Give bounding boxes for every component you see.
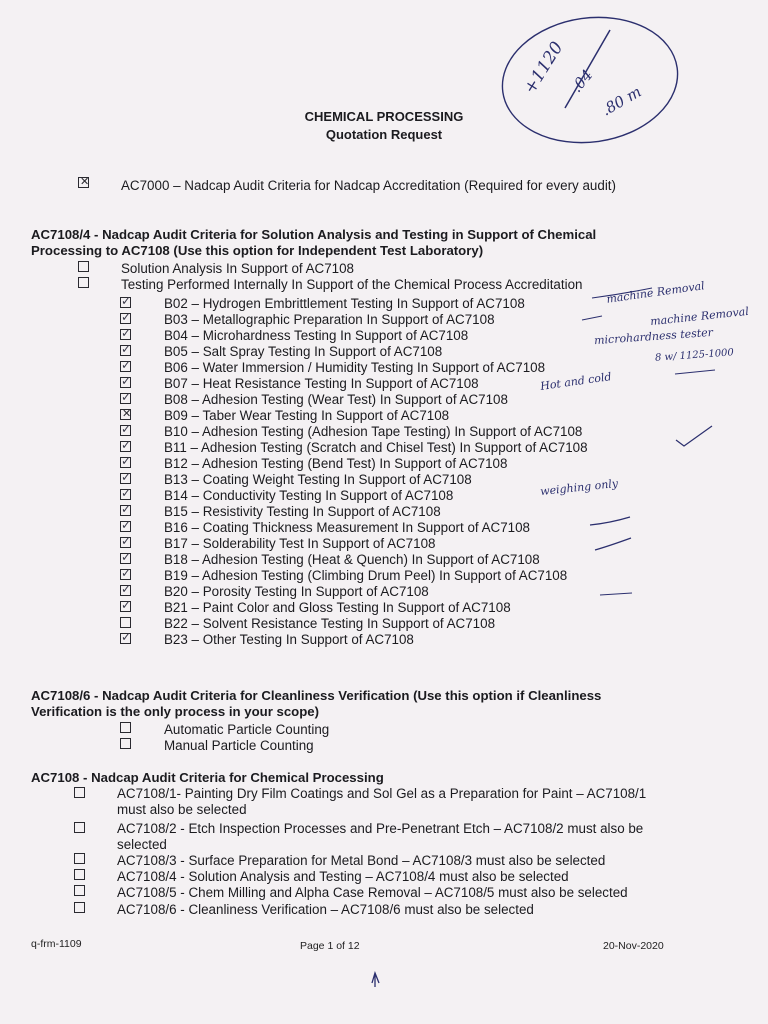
- ac7108-1-label-cont: must also be selected: [117, 802, 247, 817]
- test-checkbox-b13[interactable]: ✓: [121, 470, 132, 484]
- handwritten-number-3: .80 m: [598, 82, 645, 120]
- testing-internal-label: Testing Performed Internally In Support of the Chemical Process Accreditation: [121, 277, 583, 292]
- test-checkbox-b10[interactable]: ✓: [121, 422, 132, 436]
- handwritten-check-b17: [595, 538, 631, 550]
- handwritten-note-5: Hot and cold: [539, 370, 613, 393]
- test-label-b04: B04 – Microhardness Testing In Support of AC7108: [164, 328, 469, 343]
- auto-particle-label: Automatic Particle Counting: [164, 722, 330, 737]
- test-label-b10: B10 – Adhesion Testing (Adhesion Tape Testing) In Support of AC7108: [164, 424, 583, 439]
- test-checkbox-b03[interactable]: ✓: [121, 310, 132, 324]
- ac7108-6-label: AC7108/6 - Cleanliness Verification – AC7108/6 must also be selected: [117, 902, 534, 917]
- ac7108-5-label: AC7108/5 - Chem Milling and Alpha Case Removal – AC7108/5 must also be selected: [117, 885, 628, 900]
- test-label-b06: B06 – Water Immersion / Humidity Testing In Support of AC7108: [164, 360, 546, 375]
- test-label-b19: B19 – Adhesion Testing (Climbing Drum Peel) In Support of AC7108: [164, 568, 568, 583]
- ac7108-2-label-cont: selected: [117, 837, 167, 852]
- test-label-b20: B20 – Porosity Testing In Support of AC7108: [164, 584, 429, 599]
- footer-page-number: Page 1 of 12: [300, 940, 360, 952]
- test-label-b23: B23 – Other Testing In Support of AC7108: [164, 632, 414, 647]
- handwritten-fraction-line: [565, 30, 610, 108]
- test-label-b17: B17 – Solderability Test In Support of AC7108: [164, 536, 436, 551]
- handwritten-check-b10: [676, 426, 712, 446]
- test-label-b15: B15 – Resistivity Testing In Support of AC7108: [164, 504, 441, 519]
- handwritten-number-1: +1120: [520, 38, 568, 98]
- footer-form-id: q-frm-1109: [31, 938, 82, 950]
- sec7108-heading: AC7108 - Nadcap Audit Criteria for Chemical Processing: [31, 770, 384, 785]
- handwritten-note-6: weighing only: [539, 476, 619, 499]
- handwritten-dash-3: [675, 370, 715, 374]
- test-label-b14: B14 – Conductivity Testing In Support of AC7108: [164, 488, 454, 503]
- sec4-heading-1: AC7108/4 - Nadcap Audit Criteria for Solution Analysis and Testing in Support of Chemical: [31, 227, 597, 242]
- sec6-heading-1: AC7108/6 - Nadcap Audit Criteria for Cleanliness Verification (Use this option if Cleanliness: [31, 688, 602, 703]
- ac7108-3-label: AC7108/3 - Surface Preparation for Metal Bond – AC7108/3 must also be selected: [117, 853, 606, 868]
- test-label-b13: B13 – Coating Weight Testing In Support of AC7108: [164, 472, 472, 487]
- handwritten-note-1: machine Removal: [605, 279, 706, 306]
- handwritten-dash-b20: [600, 593, 632, 595]
- page-subtitle: Quotation Request: [325, 127, 443, 142]
- test-checkbox-b11[interactable]: ✓: [121, 438, 132, 452]
- test-checkbox-b23[interactable]: ✓: [121, 630, 132, 644]
- test-checkbox-b15[interactable]: ✓: [121, 502, 132, 516]
- test-label-b12: B12 – Adhesion Testing (Bend Test) In Support of AC7108: [164, 456, 508, 471]
- handwritten-check-b16: [590, 517, 630, 525]
- test-checkbox-b02[interactable]: ✓: [121, 294, 132, 308]
- handwritten-dash-2: [582, 316, 602, 320]
- handwritten-note-2: machine Removal: [649, 304, 750, 329]
- test-label-b09: B09 – Taber Wear Testing In Support of AC7108: [164, 408, 450, 423]
- ac7000-checkbox[interactable]: ✕: [80, 176, 90, 188]
- test-label-b21: B21 – Paint Color and Gloss Testing In Support of AC7108: [164, 600, 511, 615]
- ac7108-1-label: AC7108/1- Painting Dry Film Coatings and Sol Gel as a Preparation for Paint – AC7108/1: [117, 786, 647, 801]
- page-title: CHEMICAL PROCESSING: [304, 109, 464, 124]
- test-checkbox-b21[interactable]: ✓: [121, 598, 132, 612]
- ac7108-4-label: AC7108/4 - Solution Analysis and Testing – AC7108/4 must also be selected: [117, 869, 569, 884]
- test-checkbox-b16[interactable]: ✓: [121, 518, 132, 532]
- test-checkbox-b12[interactable]: ✓: [121, 454, 132, 468]
- test-checkbox-b18[interactable]: ✓: [121, 550, 132, 564]
- test-checkbox-b09[interactable]: ✕: [122, 408, 132, 420]
- test-label-b08: B08 – Adhesion Testing (Wear Test) In Support of AC7108: [164, 392, 508, 407]
- ac7108-2-label: AC7108/2 - Etch Inspection Processes and Pre-Penetrant Etch – AC7108/2 must also be: [117, 821, 644, 836]
- test-label-b18: B18 – Adhesion Testing (Heat & Quench) In Support of AC7108: [164, 552, 540, 567]
- handwritten-note-4: 8 w/ 1125-1000: [654, 347, 735, 364]
- handwritten-note-3: microhardness tester: [593, 325, 714, 348]
- test-checkbox-b04[interactable]: ✓: [121, 326, 132, 340]
- solution-analysis-label: Solution Analysis In Support of AC7108: [121, 261, 355, 276]
- test-checkbox-b20[interactable]: ✓: [121, 582, 132, 596]
- test-checkbox-b06[interactable]: ✓: [121, 358, 132, 372]
- ac7000-label: AC7000 – Nadcap Audit Criteria for Nadcap Accreditation (Required for every audit): [121, 178, 616, 193]
- handwritten-number-2: .04: [567, 66, 597, 96]
- test-label-b05: B05 – Salt Spray Testing In Support of AC7108: [164, 344, 443, 359]
- sec6-heading-2: Verification is the only process in your scope): [31, 704, 320, 719]
- test-label-b02: B02 – Hydrogen Embrittlement Testing In Support of AC7108: [164, 296, 525, 311]
- handwritten-arrow-icon: [372, 973, 379, 987]
- test-label-b11: B11 – Adhesion Testing (Scratch and Chisel Test) In Support of AC7108: [164, 440, 588, 455]
- test-label-b22: B22 – Solvent Resistance Testing In Support of AC7108: [164, 616, 496, 631]
- test-checkbox-b19[interactable]: ✓: [121, 566, 132, 580]
- test-checkbox-b07[interactable]: ✓: [121, 374, 132, 388]
- test-label-b03: B03 – Metallographic Preparation In Support of AC7108: [164, 312, 495, 327]
- test-checkbox-b08[interactable]: ✓: [121, 390, 132, 404]
- test-checkbox-b17[interactable]: ✓: [121, 534, 132, 548]
- footer-date: 20-Nov-2020: [603, 940, 664, 952]
- test-label-b07: B07 – Heat Resistance Testing In Support of AC7108: [164, 376, 479, 391]
- test-checkbox-b14[interactable]: ✓: [121, 486, 132, 500]
- test-label-b16: B16 – Coating Thickness Measurement In Support of AC7108: [164, 520, 530, 535]
- manual-particle-label: Manual Particle Counting: [164, 738, 314, 753]
- test-checkbox-b05[interactable]: ✓: [121, 342, 132, 356]
- sec4-heading-2: Processing to AC7108 (Use this option for Independent Test Laboratory): [31, 243, 484, 258]
